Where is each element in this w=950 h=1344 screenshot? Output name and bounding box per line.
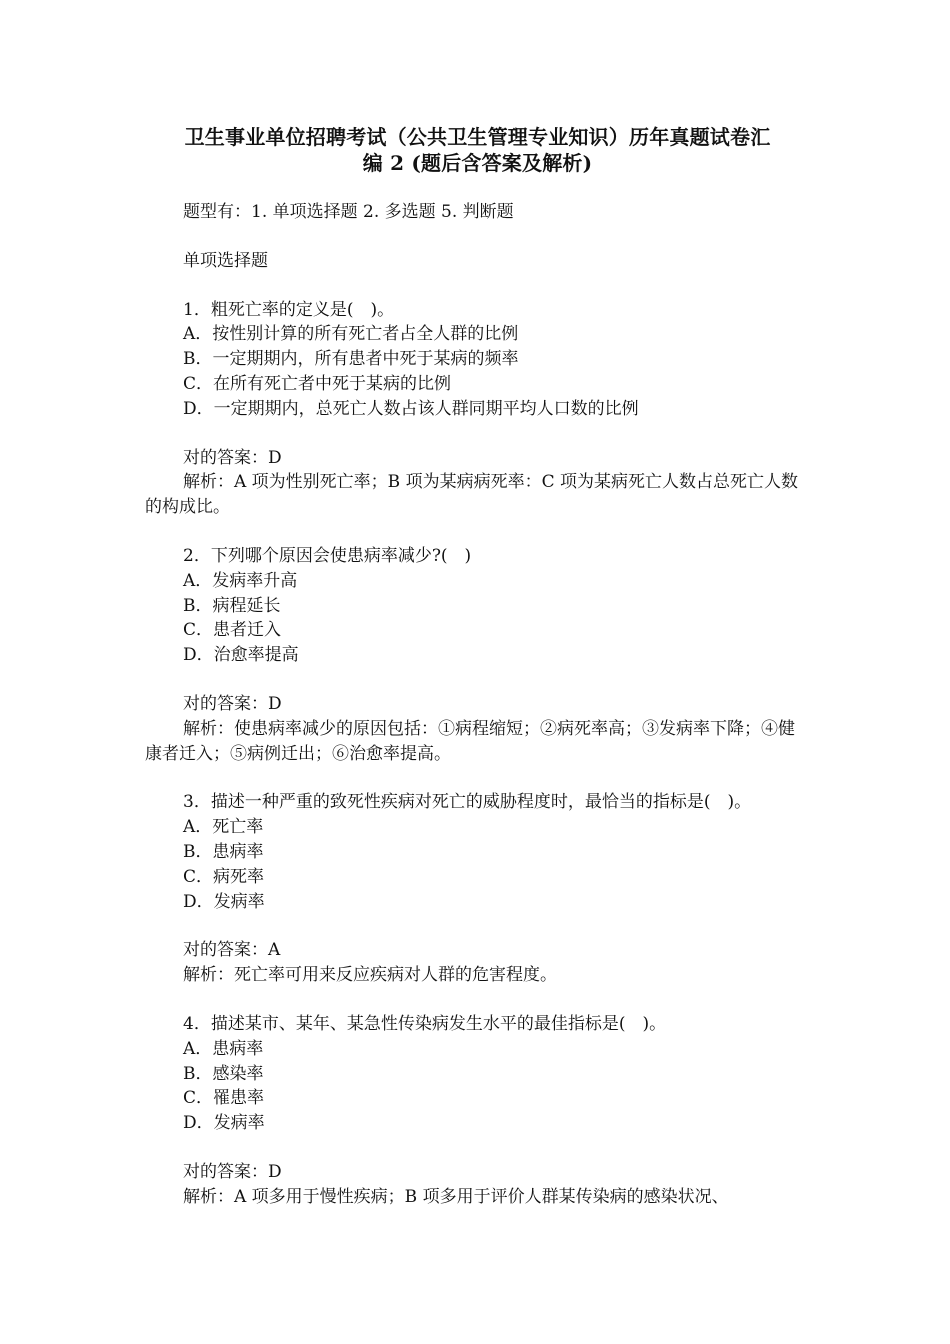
question-stem: 1．粗死亡率的定义是( )。 — [183, 299, 395, 320]
analysis: 解析：A 项多用于慢性疾病；B 项多用于评价人群某传染病的感染状况、 — [183, 1186, 729, 1207]
option-c: C．在所有死亡者中死于某病的比例 — [183, 373, 452, 394]
option-c: C．患者迁入 — [183, 620, 282, 641]
option-b: B．病程延长 — [183, 595, 281, 616]
option-c: C．病死率 — [183, 866, 265, 887]
answer: 对的答案：D — [183, 693, 282, 714]
answer: 对的答案：D — [183, 1161, 282, 1182]
option-a: A．按性别计算的所有死亡者占全人群的比例 — [183, 324, 519, 345]
question-types: 题型有：1. 单项选择题 2. 多选题 5. 判断题 — [183, 202, 514, 222]
question-block — [145, 790, 810, 988]
option-b: B．患病率 — [183, 841, 264, 862]
option-b: B．一定期期内，所有患者中死于某病的频率 — [183, 349, 519, 370]
analysis: 解析：死亡率可用来反应疾病对人群的危害程度。 — [183, 965, 557, 986]
question-stem: 4．描述某市、某年、某急性传染病发生水平的最佳指标是( )。 — [183, 1013, 667, 1034]
answer: 对的答案：A — [183, 940, 281, 961]
option-d: D．发病率 — [183, 1113, 265, 1134]
analysis: 解析：使患病率减少的原因包括：①病程缩短；②病死率高；③发病率下降；④健康者迁入；⑤病例迁出；⑥治愈率提高。 — [145, 718, 795, 764]
option-d: D．治愈率提高 — [183, 645, 299, 666]
question-block — [145, 544, 810, 766]
section-heading: 单项选择题 — [183, 250, 268, 271]
document-title-line-1: 卫生事业单位招聘考试（公共卫生管理专业知识）历年真题试卷汇 — [184, 125, 771, 149]
option-c: C．罹患率 — [183, 1088, 265, 1109]
option-b: B．感染率 — [183, 1063, 264, 1084]
document-title-line-2: 编 2 (题后含答案及解析) — [362, 151, 593, 175]
question-stem: 3．描述一种严重的致死性疾病对死亡的威胁程度时，最恰当的指标是( )。 — [183, 792, 752, 813]
question-stem: 2．下列哪个原因会使患病率减少?( ) — [183, 545, 472, 566]
option-d: D．一定期期内，总死亡人数占该人群同期平均人口数的比例 — [183, 398, 639, 419]
question-block — [145, 298, 810, 520]
option-d: D．发病率 — [183, 891, 265, 912]
analysis: 解析：A 项为性别死亡率；B 项为某病病死率：C 项为某病死亡人数占总死亡人数的构成比。 — [145, 472, 798, 518]
option-a: A．死亡率 — [183, 817, 264, 838]
question-block — [145, 1012, 810, 1210]
answer: 对的答案：D — [183, 447, 282, 468]
option-a: A．患病率 — [183, 1038, 264, 1059]
option-a: A．发病率升高 — [183, 570, 298, 591]
